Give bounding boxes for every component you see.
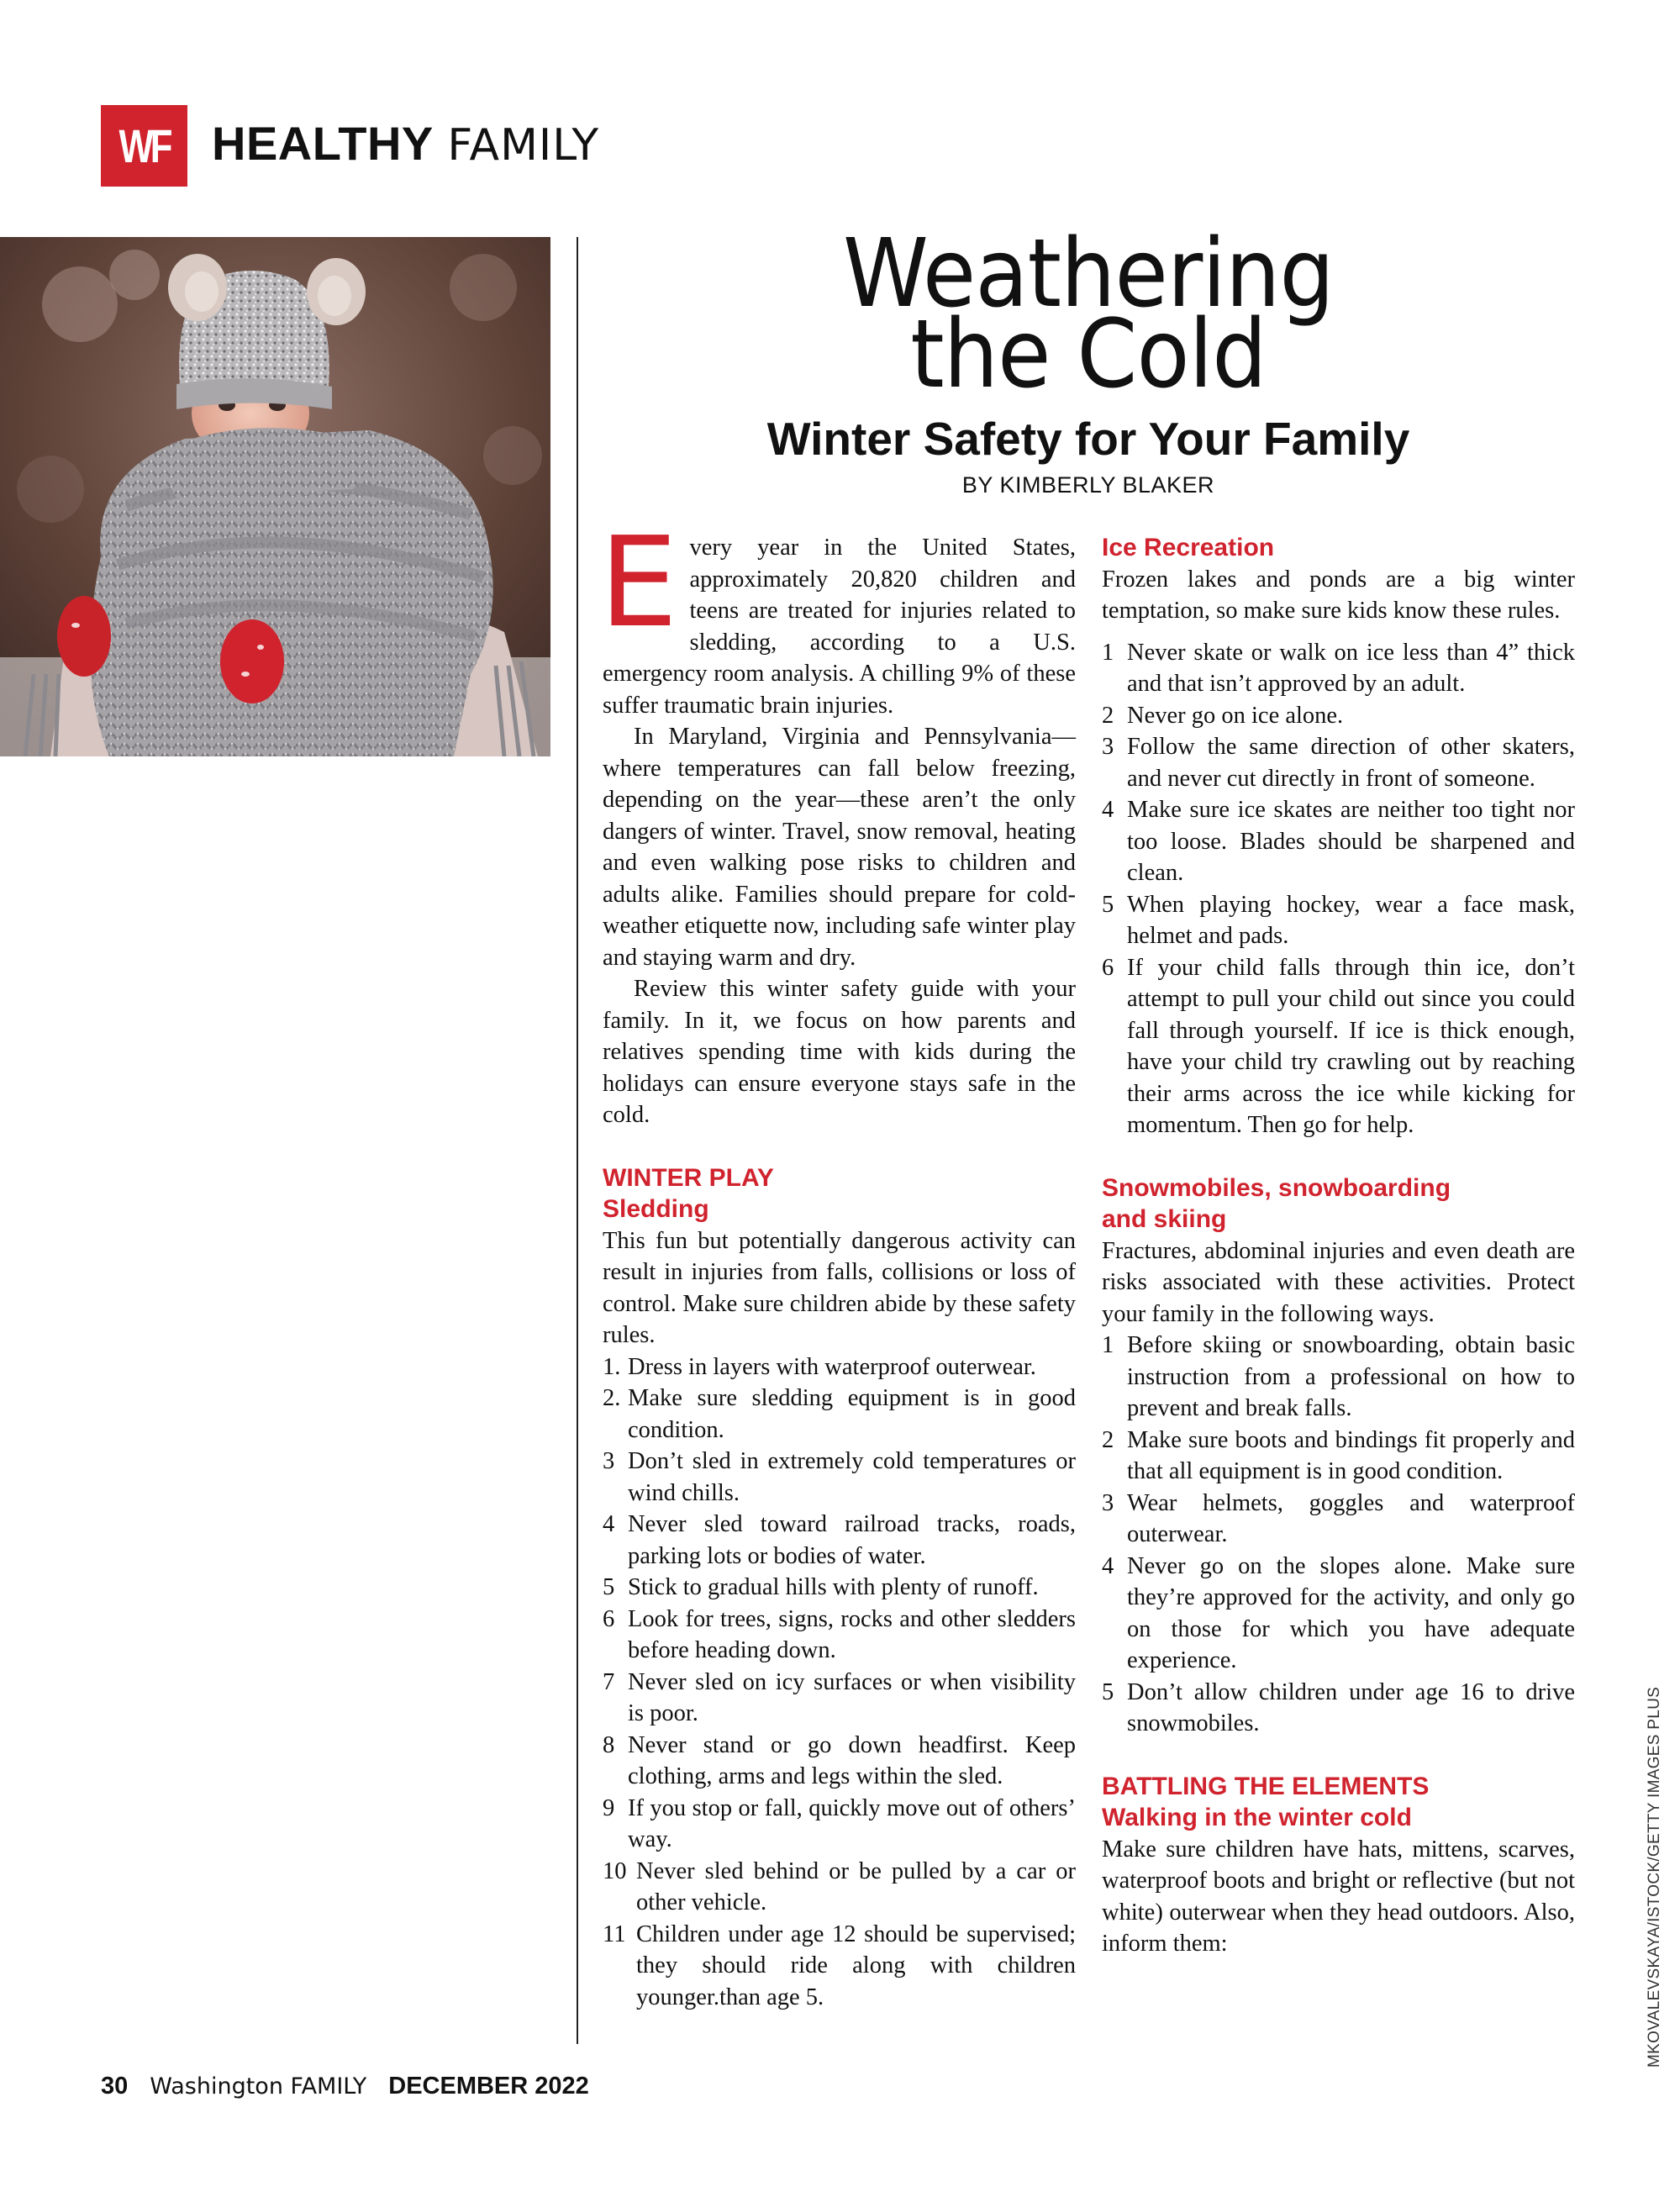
rule-number: 10 [603, 1857, 627, 1884]
ice-recreation-intro: Frozen lakes and ponds are a big winter temptation, so make sure kids know these rules. [1102, 566, 1575, 624]
rule-item [1102, 794, 1575, 889]
section-title-bold: HEALTHY [212, 117, 434, 170]
title-line-2: the Cold [910, 300, 1267, 409]
rule-number: 3 [1102, 1489, 1114, 1516]
rule-item [603, 1351, 1076, 1383]
rule-text: When playing hockey, wear a face mask, helmet and pads. [1127, 891, 1575, 949]
walking-body: Make sure children have hats, mittens, scarves, waterproof boots and bright or reflective (but not white) outerwear when they head outdoors. Also, inform them: [1102, 1836, 1575, 1957]
rule-number: 5 [603, 1574, 615, 1600]
rule-number: 6 [1102, 954, 1114, 981]
sledding-subheading: Sledding [603, 1195, 709, 1223]
section-title-light: FAMILY [447, 120, 600, 171]
intro-text-1: very year in the United States, approximately 20,820 children and teens are treated for injuries related to sledding, according to a U.S. emergency room analysis. A chilling 9% of these suffer traumatic brain injuries. [603, 535, 1076, 719]
right-column [1102, 532, 1575, 1960]
sledding-intro: This fun but potentially dangerous activity can result in injuries from falls, collisions or loss of control. Make sure children abide by these safety rules. [603, 1227, 1076, 1348]
rule-text: Never go on ice alone. [1127, 702, 1344, 729]
rule-item [603, 1730, 1076, 1793]
rule-item [603, 1856, 1076, 1919]
rule-text: Before skiing or snowboarding, obtain basic instruction from a professional on how to prevent and break falls. [1127, 1332, 1575, 1421]
logo-text: WF [118, 119, 170, 172]
intro-paragraph-3: Review this winter safety guide with your family. In it, we focus on how parents and relatives spending time with kids during the holidays can ensure everyone stays safe in the cold. [603, 976, 1076, 1128]
walking-subheading: Walking in the winter cold [1102, 1804, 1412, 1831]
article-subtitle: Winter Safety for Your Family [766, 413, 1410, 465]
rule-number: 11 [603, 1920, 626, 1947]
rule-text: Children under age 12 should be supervised; they should ride along with children younger.than age 5. [636, 1920, 1076, 2010]
rule-item [603, 1919, 1076, 2014]
wf-logo [101, 105, 187, 187]
rule-number: 2. [603, 1385, 621, 1411]
page-number: 30 [101, 2073, 129, 2100]
rule-text: If your child falls through thin ice, don’t attempt to pull your child out since you could fall through yourself. If ice is thick enough, have your child try crawling out by reaching their arms across the ice while kicking for momentum. Then go for help. [1127, 954, 1575, 1138]
rule-item [1102, 700, 1575, 732]
rule-item [603, 1667, 1076, 1730]
rule-text: Don’t allow children under age 16 to drive snowmobiles. [1127, 1678, 1575, 1736]
rule-item [603, 1383, 1076, 1446]
rule-text: Stick to gradual hills with plenty of runoff. [628, 1574, 1039, 1600]
rule-number: 9 [603, 1794, 615, 1821]
photo-credit: MKOVALEVSKAYA/ISTOCK/GETTY IMAGES PLUS [1646, 1686, 1663, 2068]
drop-cap: E [599, 510, 678, 655]
ice-rules-list [1102, 637, 1575, 1141]
rule-text: Never go on the slopes alone. Make sure they’re approved for the activity, and only go on those for which you have adequate experience. [1127, 1552, 1575, 1673]
page-footer [101, 2072, 589, 2101]
rule-item [1102, 1330, 1575, 1425]
rule-text: Follow the same direction of other skaters, and never cut directly in front of someone. [1127, 734, 1575, 792]
rule-text: Wear helmets, goggles and waterproof outerwear. [1127, 1489, 1575, 1547]
rule-item [1102, 889, 1575, 952]
rule-item [1102, 1425, 1575, 1488]
section-header [212, 119, 599, 171]
battling-heading: BATTLING THE ELEMENTS [1102, 1772, 1430, 1800]
rule-text: Never skate or walk on ice less than 4” thick and that isn’t approved by an adult. [1127, 639, 1575, 697]
rule-text: Look for trees, signs, rocks and other sledders before heading down. [628, 1605, 1076, 1663]
rule-item [1102, 1677, 1575, 1740]
rule-text: Make sure boots and bindings fit properly and that all equipment is in good condition. [1127, 1426, 1575, 1484]
rule-item [1102, 1551, 1575, 1677]
rule-number: 1 [1102, 639, 1114, 666]
rule-number: 4 [603, 1511, 615, 1537]
rule-text: Make sure sledding equipment is in good condition. [628, 1385, 1076, 1443]
snow-sports-heading-1: Snowmobiles, snowboarding [1102, 1173, 1451, 1202]
byline: BY KIMBERLY BLAKER [961, 472, 1215, 498]
issue-date: DECEMBER 2022 [388, 2073, 589, 2100]
rule-item [603, 1509, 1076, 1572]
rule-item [603, 1793, 1076, 1856]
article-title [588, 219, 1588, 409]
rule-number: 4 [1102, 1552, 1114, 1579]
rule-number: 5 [1102, 891, 1114, 918]
rule-number: 6 [603, 1605, 615, 1632]
rule-number: 1. [603, 1353, 621, 1380]
magazine-name: Washington FAMILY [150, 2073, 367, 2100]
rule-item [1102, 1488, 1575, 1551]
ice-recreation-heading: Ice Recreation [1102, 534, 1275, 561]
rule-text: Never sled behind or be pulled by a car or other vehicle. [636, 1857, 1076, 1915]
rule-item [1102, 952, 1575, 1141]
rule-number: 4 [1102, 797, 1114, 823]
rule-number: 2 [1102, 1426, 1114, 1453]
rule-item [1102, 731, 1575, 794]
rule-text: Never stand or go down headfirst. Keep clothing, arms and legs within the sled. [628, 1731, 1076, 1789]
child-winter-photo [0, 237, 550, 756]
rule-item [1102, 637, 1575, 700]
intro-paragraph-1 [599, 510, 1076, 721]
rule-item [603, 1572, 1076, 1604]
rule-text: Never sled on icy surfaces or when visibility is poor. [628, 1668, 1076, 1726]
snow-sports-intro: Fractures, abdominal injuries and even death are risks associated with these activities. Protect your family in the following ways. [1102, 1237, 1575, 1327]
winter-play-heading: WINTER PLAY [603, 1163, 774, 1192]
rule-number: 7 [603, 1668, 615, 1695]
left-column [599, 510, 1076, 2013]
intro-paragraph-2: In Maryland, Virginia and Pennsylvania—where temperatures can fall below freezing, depending on the year—these aren’t the only dangers of winter. Travel, snow removal, heating and even walking pose risks to children and adults alike. Families should prepare for cold-weather etiquette now, including safe winter play and staying warm and dry. [603, 724, 1076, 971]
rule-number: 3 [603, 1448, 615, 1474]
rule-number: 1 [1102, 1332, 1114, 1358]
photo-illustration [0, 237, 550, 756]
rule-text: If you stop or fall, quickly move out of others’ way. [628, 1794, 1076, 1852]
rule-number: 3 [1102, 734, 1114, 760]
sledding-rules-list [603, 1351, 1076, 2014]
rule-number: 5 [1102, 1678, 1114, 1705]
rule-text: Make sure ice skates are neither too tight nor too loose. Blades should be sharpened and clean. [1127, 797, 1575, 886]
rule-text: Never sled toward railroad tracks, roads, parking lots or bodies of water. [628, 1511, 1076, 1569]
title-line-1: Weathering [843, 219, 1334, 329]
rule-item [603, 1604, 1076, 1667]
snow-sports-heading-2: and skiing [1102, 1205, 1227, 1233]
snow-sports-rules-list [1102, 1330, 1575, 1740]
rule-text: Don’t sled in extremely cold temperatures or wind chills. [628, 1448, 1076, 1506]
rule-item [603, 1446, 1076, 1509]
column-divider [577, 237, 578, 2044]
rule-number: 2 [1102, 702, 1114, 729]
rule-text: Dress in layers with waterproof outerwear. [628, 1353, 1036, 1380]
rule-number: 8 [603, 1731, 615, 1758]
